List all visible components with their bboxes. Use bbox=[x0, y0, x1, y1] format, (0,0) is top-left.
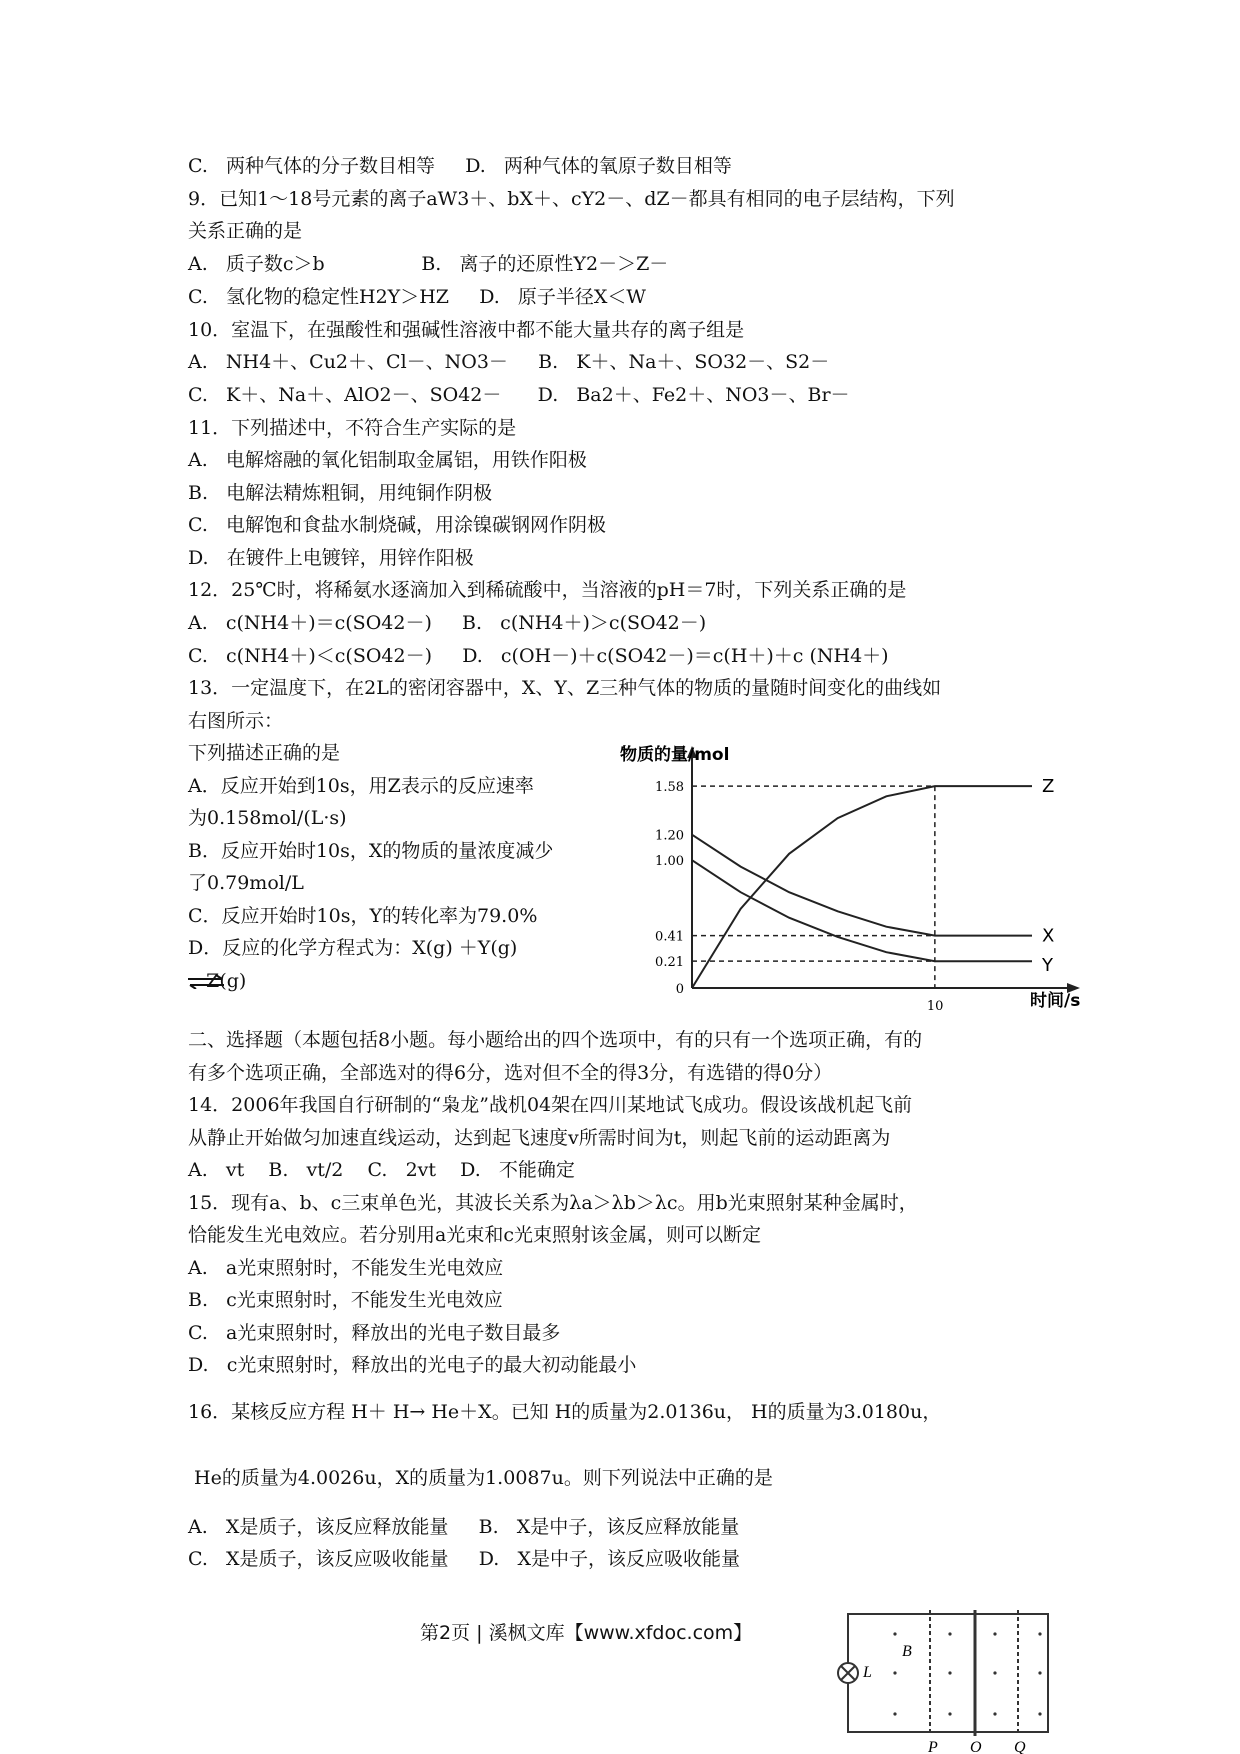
y-tick-label: 0 bbox=[675, 982, 684, 997]
text-line: A. c(NH4＋)＝c(SO42－) B. c(NH4＋)＞c(SO42－) bbox=[188, 612, 707, 634]
text-line: 15．现有a、b、c三束单色光，其波长关系为λa＞λb＞λc。用b光束照射某种金属时， bbox=[188, 1192, 918, 1214]
text-line: D. c光束照射时，释放出的光电子的最大初动能最小 bbox=[188, 1354, 637, 1376]
text-line: C. 两种气体的分子数目相等 D. 两种气体的氧原子数目相等 bbox=[188, 155, 732, 177]
text-line: A. 质子数c＞b B. 离子的还原性Y2－＞Z－ bbox=[188, 253, 669, 275]
x-axis-label: 时间/s bbox=[1030, 991, 1081, 1010]
series-label: X bbox=[1042, 925, 1055, 947]
text-line: Z(g) bbox=[188, 970, 247, 992]
text-line: D. 在镀件上电镀锌，用锌作阳极 bbox=[188, 547, 474, 569]
text-line: A. vt B. vt/2 C. 2vt D. 不能确定 bbox=[188, 1159, 575, 1181]
text-line: 下列描述正确的是 bbox=[188, 742, 341, 764]
text-line: C. 电解饱和食盐水制烧碱，用涂镍碳钢网作阴极 bbox=[188, 514, 607, 536]
series-label: Z bbox=[1042, 776, 1055, 798]
text-line: C. a光束照射时，释放出的光电子数目最多 bbox=[188, 1322, 561, 1344]
series-line-x bbox=[692, 835, 1032, 936]
text-line: C. K＋、Na＋、AlO2－、SO42－ D. Ba2＋、Fe2＋、NO3－、Br－ bbox=[188, 384, 850, 406]
series-label: Y bbox=[1042, 955, 1053, 977]
series-line-z bbox=[692, 786, 1032, 988]
text-line: B．反应开始时10s，X的物质的量浓度减少 bbox=[188, 840, 554, 862]
equilibrium-arrow-icon bbox=[186, 975, 226, 989]
text-line: 12．25℃时，将稀氨水逐滴加入到稀硫酸中，当溶液的pH＝7时，下列关系正确的是 bbox=[188, 579, 907, 601]
text-line: 从静止开始做匀加速直线运动，达到起飞速度v所需时间为t，则起飞前的运动距离为 bbox=[188, 1127, 891, 1149]
text-line: 10．室温下，在强酸性和强碱性溶液中都不能大量共存的离子组是 bbox=[188, 319, 745, 341]
text-line: A. a光束照射时，不能发生光电效应 bbox=[188, 1257, 504, 1279]
text-line: 右图所示： bbox=[188, 710, 284, 732]
y-axis-label: 物质的量/mol bbox=[620, 745, 730, 765]
text-line: 为0.158mol/(L·s) bbox=[188, 807, 347, 829]
text-line: 13．一定温度下，在2L的密闭容器中，X、Y、Z三种气体的物质的量随时间变化的曲线如 bbox=[188, 677, 942, 699]
field-label: B bbox=[902, 1643, 912, 1660]
text-line: 有多个选项正确，全部选对的得6分，选对但不全的得3分，有选错的得0分） bbox=[188, 1062, 833, 1084]
text-line: C. X是质子，该反应吸收能量 D. X是中子，该反应吸收能量 bbox=[188, 1548, 740, 1570]
text-line: A．反应开始到10s，用Z表示的反应速率 bbox=[188, 775, 534, 797]
text-line: 14．2006年我国自行研制的“枭龙”战机04架在四川某地试飞成功。假设该战机起飞前 bbox=[188, 1094, 913, 1116]
text-line: C. c(NH4＋)＜c(SO42－) D. c(OH－)＋c(SO42－)＝c(H＋)＋c (NH4＋) bbox=[188, 645, 889, 667]
text-line: He的质量为4.0026u，X的质量为1.0087u。则下列说法中正确的是 bbox=[188, 1467, 773, 1489]
text-line: A. NH4＋、Cu2＋、Cl－、NO3－ B. K＋、Na＋、SO32－、S2－ bbox=[188, 351, 830, 373]
text-line: 9．已知1～18号元素的离子aW3＋、bX＋、cY2－、dZ－都具有相同的电子层结构，下列 bbox=[188, 188, 955, 210]
rail-o-label: O bbox=[970, 1739, 982, 1754]
y-tick-label: 1.20 bbox=[655, 828, 684, 844]
circuit-figure bbox=[830, 1604, 1070, 1754]
text-line: D．反应的化学方程式为：X(g) ＋Y(g) bbox=[188, 937, 518, 959]
lamp-label: L bbox=[863, 1664, 872, 1681]
text-line: 关系正确的是 bbox=[188, 220, 303, 242]
rail-q-label: Q bbox=[1014, 1739, 1026, 1754]
y-tick-label: 0.41 bbox=[655, 929, 684, 945]
text-line: 恰能发生光电效应。若分别用a光束和c光束照射该金属，则可以断定 bbox=[188, 1224, 761, 1246]
text-line: 11．下列描述中，不符合生产实际的是 bbox=[188, 417, 517, 439]
text-line: C．反应开始时10s，Y的转化率为79.0% bbox=[188, 905, 538, 927]
text-line: B. 电解法精炼粗铜，用纯铜作阴极 bbox=[188, 482, 493, 504]
x-tick-label: 10 bbox=[926, 999, 944, 1010]
text-line: 了0.79mol/L bbox=[188, 872, 304, 894]
text-line: B. c光束照射时，不能发生光电效应 bbox=[188, 1289, 503, 1311]
page-footer: 第2页 | 溪枫文库【www.xfdoc.com】 bbox=[420, 1622, 753, 1644]
text-line: 二、选择题（本题包括8小题。每小题给出的四个选项中，有的只有一个选项正确，有的 bbox=[188, 1029, 923, 1051]
text-line: A. X是质子，该反应释放能量 B. X是中子，该反应释放能量 bbox=[188, 1516, 740, 1538]
text-line: 16．某核反应方程 H＋ H→ He＋X。已知 H的质量为2.0136u， H的质量为3.0180u， bbox=[188, 1401, 942, 1423]
rail-p-label: P bbox=[928, 1739, 938, 1754]
series-line-y bbox=[692, 860, 1032, 961]
y-tick-label: 0.21 bbox=[655, 955, 684, 971]
mole-time-chart bbox=[620, 740, 1100, 1010]
text-line: C. 氢化物的稳定性H2Y＞HZ D. 原子半径X＜W bbox=[188, 286, 646, 308]
text-line: A. 电解熔融的氧化铝制取金属铝，用铁作阳极 bbox=[188, 449, 587, 471]
y-tick-label: 1.00 bbox=[655, 854, 684, 870]
y-tick-label: 1.58 bbox=[655, 780, 684, 796]
field-dots bbox=[893, 1632, 1041, 1715]
